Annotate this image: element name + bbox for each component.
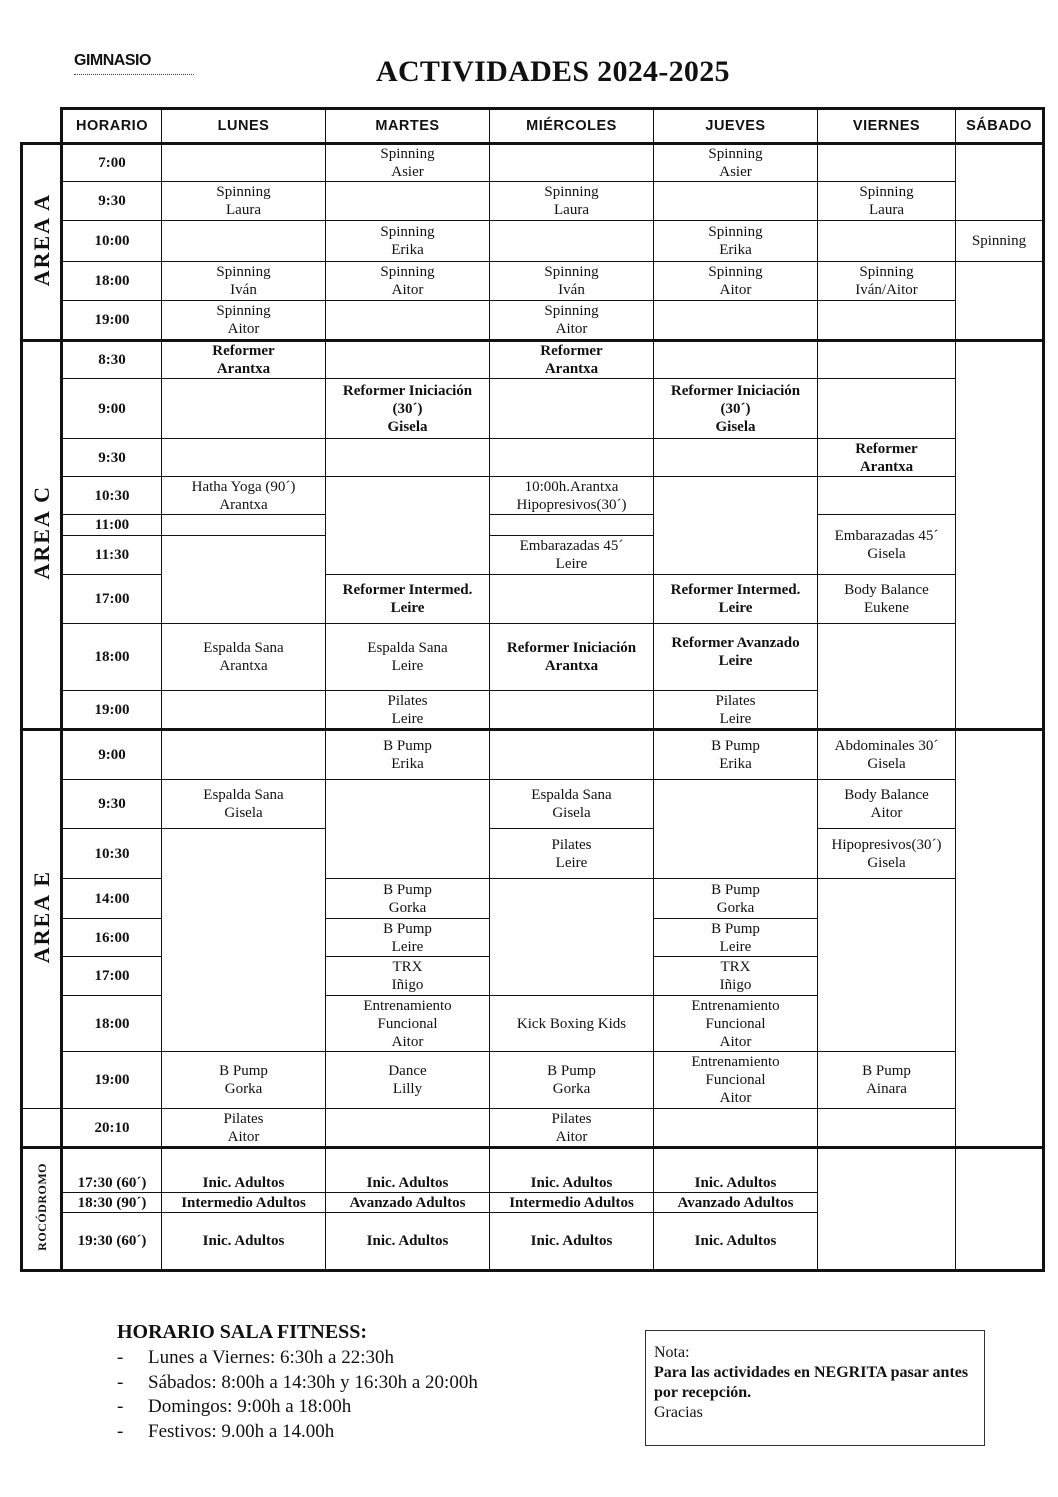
class-cell [654,1109,818,1148]
class-cell: Body Balance Eukene [818,575,956,624]
class-cell [162,515,326,536]
class-cell: Reformer Iniciación Arantxa [490,624,654,691]
note-thanks: Gracias [654,1404,703,1421]
class-cell: Inic. Adultos [162,1148,326,1193]
class-cell: Spinning Laura [818,182,956,221]
class-cell: Entrenamiento Funcional Aitor [654,1052,818,1109]
class-cell [956,730,1044,1148]
class-cell: Dance Lilly [326,1052,490,1109]
class-cell: B Pump Ainara [818,1052,956,1109]
time-cell: 9:00 [62,730,162,780]
class-cell: Entrenamiento Funcional Aitor [654,996,818,1052]
time-cell: 18:00 [62,262,162,301]
time-cell: 20:10 [62,1109,162,1148]
class-cell: Spinning Laura [162,182,326,221]
list-item: - Festivos: 9.00h a 14.00h [117,1420,335,1442]
gym-logo-icon: GIMNASIO [74,52,151,69]
list-item: - Domingos: 9:00h a 18:00h [117,1396,352,1417]
class-cell: Espalda Sana Gisela [162,780,326,829]
time-cell: 11:30 [62,536,162,575]
class-cell: Embarazadas 45´ Gisela [818,515,956,575]
class-cell: Spinning Asier [326,144,490,182]
class-cell [326,439,490,477]
class-cell: TRX Iñigo [654,957,818,996]
header-martes: MARTES [326,109,490,144]
class-cell: Espalda Sana Arantxa [162,624,326,691]
header-jueves: JUEVES [654,109,818,144]
class-cell [162,379,326,439]
class-cell: Intermedio Adultos [162,1193,326,1213]
fitness-title: HORARIO SALA FITNESS: [117,1321,368,1343]
class-cell: Abdominales 30´ Gisela [818,730,956,780]
class-cell: Inic. Adultos [654,1213,818,1271]
class-cell [490,691,654,730]
time-cell: 19:30 (60´) [62,1213,162,1271]
time-cell: 18:30 (90´) [62,1193,162,1213]
class-cell [326,1109,490,1148]
class-cell [326,780,490,879]
class-cell [162,730,326,780]
class-cell [654,182,818,221]
class-cell [490,575,654,624]
header-row [22,109,1044,144]
header-lunes: LUNES [162,109,326,144]
class-cell: Inic. Adultos [162,1213,326,1271]
time-cell: 18:00 [62,624,162,691]
class-cell: Spinning Aitor [654,262,818,301]
time-cell: 9:30 [62,182,162,221]
class-cell: Spinning Asier [654,144,818,182]
class-cell [818,477,956,515]
time-cell: 18:00 [62,996,162,1052]
class-cell [818,341,956,379]
class-cell: Body Balance Aitor [818,780,956,829]
class-cell [818,144,956,182]
time-cell: 9:00 [62,379,162,439]
class-cell: Spinning Aitor [162,301,326,341]
time-cell: 8:30 [62,341,162,379]
gym-logo [74,48,196,84]
fitness-hours [117,1321,478,1444]
class-cell [654,780,818,879]
class-cell: B Pump Gorka [490,1052,654,1109]
class-cell: Spinning Aitor [490,301,654,341]
class-cell: Espalda Sana Leire [326,624,490,691]
class-cell [490,879,654,996]
time-cell: 19:00 [62,691,162,730]
class-cell [818,221,956,262]
class-cell: B Pump Leire [326,919,490,957]
class-cell: Hipopresivos(30´) Gisela [818,829,956,879]
schedule-table [20,107,1044,1272]
class-cell: Pilates Leire [326,691,490,730]
class-cell: Spinning [956,221,1044,262]
class-cell [326,301,490,341]
class-cell [818,1109,956,1148]
time-cell: 19:00 [62,301,162,341]
class-cell [818,879,956,1052]
class-cell [162,536,326,624]
class-cell [818,1148,956,1271]
time-cell: 17:30 (60´) [62,1148,162,1193]
time-cell: 10:30 [62,829,162,879]
page-title: ACTIVIDADES 2024-2025 [376,55,730,88]
class-cell: Reformer Arantxa [490,341,654,379]
class-cell: Inic. Adultos [490,1148,654,1193]
time-cell: 16:00 [62,919,162,957]
fitness-list [117,1346,478,1444]
class-cell [956,1148,1044,1271]
header-viernes: VIERNES [818,109,956,144]
header-horario: HORARIO [62,109,162,144]
class-cell: TRX Iñigo [326,957,490,996]
class-cell: B Pump Erika [326,730,490,780]
class-cell: Inic. Adultos [326,1148,490,1193]
time-cell: 19:00 [62,1052,162,1109]
area-a-label: AREA A [22,144,62,341]
class-cell: Entrenamiento Funcional Aitor [326,996,490,1052]
class-cell [326,182,490,221]
class-cell: Hatha Yoga (90´) Arantxa [162,477,326,515]
header-miercoles: MIÉRCOLES [490,109,654,144]
area-c-label: AREA C [22,341,62,730]
class-cell: Spinning Erika [654,221,818,262]
class-cell: Spinning Iván [162,262,326,301]
header-sabado: SÁBADO [956,109,1044,144]
class-cell: Inic. Adultos [326,1213,490,1271]
class-cell [162,439,326,477]
area-e-extra [22,1109,62,1148]
class-cell [326,341,490,379]
class-cell: Reformer Iniciación (30´) Gisela [654,379,818,439]
class-cell [162,829,326,1052]
class-cell: Spinning Laura [490,182,654,221]
time-cell: 9:30 [62,439,162,477]
class-cell: Espalda Sana Gisela [490,780,654,829]
class-cell: 10:00h.Arantxa Hipopresivos(30´) [490,477,654,515]
class-cell [326,477,490,575]
time-cell: 10:30 [62,477,162,515]
time-cell: 17:00 [62,957,162,996]
class-cell: Pilates Aitor [162,1109,326,1148]
class-cell [818,379,956,439]
class-cell [490,439,654,477]
class-cell: Intermedio Adultos [490,1193,654,1213]
area-e-label: AREA E [22,730,62,1109]
note-label: Nota: [654,1344,690,1361]
class-cell: Avanzado Adultos [326,1193,490,1213]
note-box [645,1330,985,1446]
class-cell [654,341,818,379]
class-cell: Inic. Adultos [490,1213,654,1271]
class-cell: B Pump Leire [654,919,818,957]
time-cell: 9:30 [62,780,162,829]
class-cell: Pilates Aitor [490,1109,654,1148]
class-cell [654,439,818,477]
class-cell [818,624,956,730]
time-cell: 10:00 [62,221,162,262]
class-cell [162,144,326,182]
class-cell [162,691,326,730]
class-cell: Reformer Avanzado Leire [654,624,818,691]
class-cell: Avanzado Adultos [654,1193,818,1213]
class-cell: B Pump Gorka [326,879,490,919]
class-cell: Reformer Iniciación (30´) Gisela [326,379,490,439]
class-cell [956,262,1044,341]
class-cell: Reformer Arantxa [162,341,326,379]
class-cell [162,221,326,262]
list-item: - Lunes a Viernes: 6:30h a 22:30h [117,1347,394,1368]
logo-underline [74,74,194,77]
note-bold-text: Para las actividades en NEGRITA pasar antes por recepción. [654,1364,969,1401]
corner-cell [22,109,62,144]
time-cell: 17:00 [62,575,162,624]
class-cell: Spinning Erika [326,221,490,262]
time-cell: 7:00 [62,144,162,182]
class-cell [956,144,1044,221]
class-cell [490,379,654,439]
time-cell: 14:00 [62,879,162,919]
class-cell: B Pump Gorka [162,1052,326,1109]
class-cell [956,341,1044,730]
class-cell: Reformer Arantxa [818,439,956,477]
time-cell: 11:00 [62,515,162,536]
class-cell: Spinning Iván [490,262,654,301]
class-cell: Spinning Aitor [326,262,490,301]
class-cell: B Pump Gorka [654,879,818,919]
class-cell: Embarazadas 45´ Leire [490,536,654,575]
class-cell: Pilates Leire [490,829,654,879]
class-cell: Kick Boxing Kids [490,996,654,1052]
class-cell [654,301,818,341]
rocodromo-label: ROCÓDROMO [22,1148,62,1271]
class-cell [490,730,654,780]
list-item: - Sábados: 8:00h a 14:30h y 16:30h a 20:00h [117,1371,478,1393]
class-cell [490,144,654,182]
class-cell [490,515,654,536]
class-cell [654,477,818,575]
class-cell [490,221,654,262]
class-cell: B Pump Erika [654,730,818,780]
class-cell: Reformer Intermed. Leire [326,575,490,624]
class-cell: Spinning Iván/Aitor [818,262,956,301]
class-cell: Inic. Adultos [654,1148,818,1193]
class-cell: Reformer Intermed. Leire [654,575,818,624]
class-cell: Pilates Leire [654,691,818,730]
class-cell [818,301,956,341]
